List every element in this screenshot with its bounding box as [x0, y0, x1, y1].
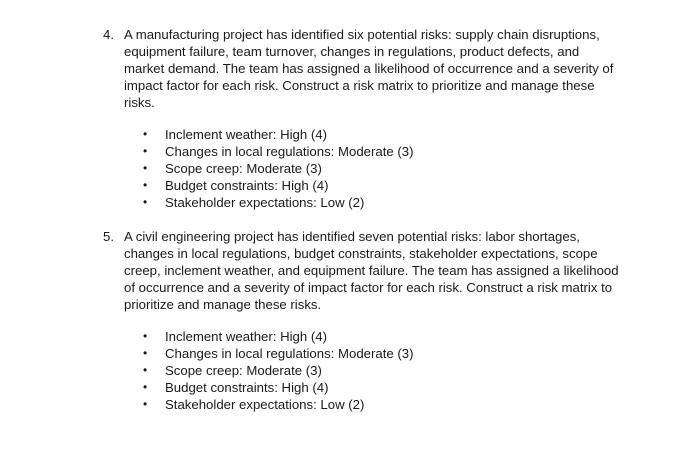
list-item [143, 345, 623, 362]
question-4-text: A manufacturing project has identified six potential risks: supply chain disruptions, equipment failure, team turnover, changes in regulations, product defects, and market demand. The team has assigned a likelihood of occurrence and a severity of impact factor for each risk. Construct a risk matrix to prioritize and manage these risks. [124, 27, 614, 110]
bullet-icon: • [143, 195, 148, 209]
list-item-text: Changes in local regulations: Moderate (3) [165, 144, 414, 159]
bullet-icon: • [143, 363, 148, 377]
question-4 [103, 26, 623, 211]
question-4-bullet-list [103, 126, 623, 211]
list-item [143, 177, 623, 194]
bullet-icon: • [143, 144, 148, 158]
question-5-number: 5. [103, 229, 114, 244]
list-item-text: Inclement weather: High (4) [165, 127, 327, 142]
list-item-text: Changes in local regulations: Moderate (3) [165, 346, 414, 361]
bullet-icon: • [143, 127, 148, 141]
bullet-icon: • [143, 346, 148, 360]
bullet-icon: • [143, 329, 148, 343]
list-item [143, 362, 623, 379]
list-item [143, 160, 623, 177]
bullet-icon: • [143, 380, 148, 394]
list-item [143, 379, 623, 396]
list-item-text: Scope creep: Moderate (3) [165, 363, 322, 378]
bullet-icon: • [143, 178, 148, 192]
bullet-icon: • [143, 397, 148, 411]
question-4-number: 4. [103, 27, 114, 42]
list-item-text: Budget constraints: High (4) [165, 178, 329, 193]
question-5-header [103, 228, 623, 313]
list-item [143, 328, 623, 345]
list-item-text: Stakeholder expectations: Low (2) [165, 195, 365, 210]
list-item [143, 396, 623, 413]
list-item-text: Inclement weather: High (4) [165, 329, 327, 344]
list-item-text: Budget constraints: High (4) [165, 380, 329, 395]
list-item [143, 143, 623, 160]
list-item [143, 126, 623, 143]
bullet-icon: • [143, 161, 148, 175]
question-5-text: A civil engineering project has identified seven potential risks: labor shortages, changes in local regulations, budget constraints, stakeholder expectations, scope creep, inclement weather, and equipment failure. The team has assigned a likelihood of occurrence and a severity of impact factor for each risk. Construct a risk matrix to prioritize and manage these risks. [124, 229, 619, 312]
list-item-text: Scope creep: Moderate (3) [165, 161, 322, 176]
question-5 [103, 228, 623, 413]
question-5-bullet-list [103, 328, 623, 413]
list-item [143, 194, 623, 211]
list-item-text: Stakeholder expectations: Low (2) [165, 397, 365, 412]
question-4-header [103, 26, 623, 111]
